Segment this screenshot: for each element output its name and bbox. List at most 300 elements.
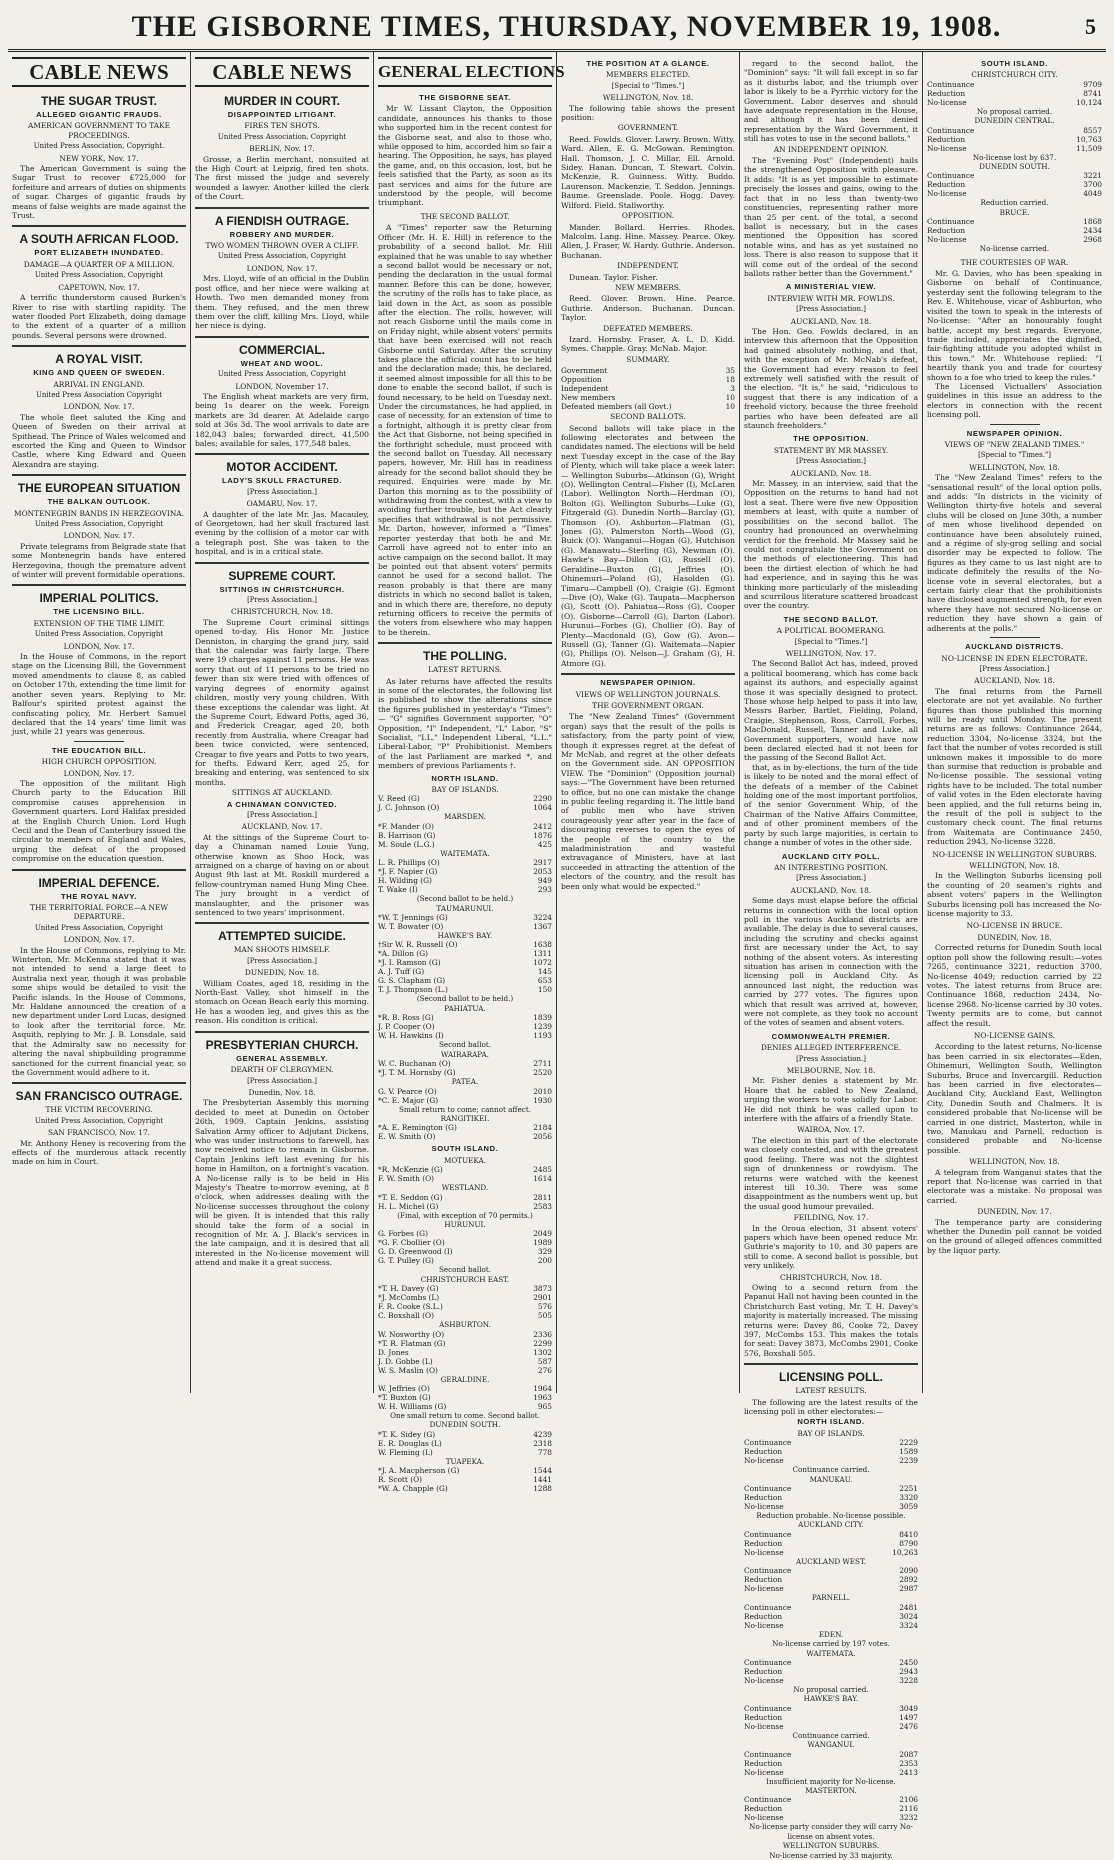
table-row xyxy=(378,1293,552,1302)
dateline: MELBOURNE, Nov. 18. xyxy=(786,1066,876,1076)
row-value: 2053 xyxy=(533,867,552,877)
table-subheading: TAUMARUNUI. xyxy=(436,903,494,913)
subheadline: THE BALKAN OUTLOOK. xyxy=(47,497,151,507)
table-subheading: GERALDINE. xyxy=(440,1374,490,1384)
table-subheading: (Final, with exception of 70 permits.) xyxy=(397,1210,533,1220)
headline: IMPERIAL POLITICS. xyxy=(39,591,159,606)
row-value: 9709 xyxy=(1083,79,1102,89)
wire-credit: [Press Association.] xyxy=(796,874,866,883)
row-label: W. S. Maslin (O) xyxy=(378,1365,438,1375)
divider xyxy=(195,1031,369,1033)
row-value: 11,509 xyxy=(1076,143,1102,153)
row-label: No-license xyxy=(744,1547,784,1557)
wire-credit: United Press Association, Copyright. xyxy=(33,142,165,151)
table-subheading: ASHBURTON. xyxy=(439,1320,491,1330)
row-value: 8741 xyxy=(1083,88,1102,98)
article-body: A telegram from Wanganui states that the report that No-license was carried in that electorate was a mistake. No proposal was carried. xyxy=(927,1167,1102,1205)
article-body: A terrific thunderstorm caused Burken's River to rise with startling rapidity. The water flooded Port Elizabeth, doing damage to the extent of a quarter of a million pounds. Several persons were drowned. xyxy=(12,293,186,340)
article-body: The opposition of the militant High Church party to the Education Bill compromise causes apprehension in Government quarters. Lord Halifax presided at the English Church Union. Lord Hugh Cecil and the Dean of Canterbury issued the circular to members of England and Wales, urging the defeat of the proposed compromise on the education question. xyxy=(12,778,186,864)
table-row xyxy=(378,1466,552,1475)
headline: MURDER IN COURT. xyxy=(224,94,340,108)
row-value: 2811 xyxy=(533,1192,552,1202)
list-heading: GOVERNMENT. xyxy=(617,123,679,133)
table-row xyxy=(378,1202,552,1211)
table-subheading: WESTLAND. xyxy=(441,1183,489,1193)
row-value: 2056 xyxy=(533,1132,552,1142)
table-row xyxy=(378,1096,552,1105)
row-label: Continuance xyxy=(927,125,975,135)
article-body: The "New Zealand Times" (Government organ) says that the result of the polls is satisfactory, from the party point of view, though it expresses regret at the defeat of Mr McNab, and regret at the other defeats on the Government side. AN OPPOSITION VIEW. The "Dominion" (Opposition journal) says:—"The Government have been returned to office, but no one can mistake the change in public feeling regarding it. The little band of public men who have striven courageously year after year in the face of discouraging reverses to open the eyes of the people of the country to the maladministration and wasteful extravagance of Ministers, have at last succeeded in attracting the attention of the electors of the country, and the result has been only what would be expected." xyxy=(561,712,735,891)
article-body: regard to the second ballot, the "Dominion" says: "It will fall except in so far as it disturbs labor, and the triumph over labor is likely to be a Pyrrhic victory for the Government. Labor deserves and should have adequate representation in the House, and although it has been denied representation by the Ward Government, it still has votes to use in the second ballots." xyxy=(744,59,918,144)
table-subheading: No proposal carried. xyxy=(793,1684,869,1694)
row-value: 276 xyxy=(537,1365,552,1375)
row-label: *R. McKenzie (G) xyxy=(378,1165,443,1175)
table-subheading: No-license carried by 33 majority. xyxy=(769,1850,893,1860)
dateline: AUCKLAND, Nov. 18. xyxy=(974,676,1055,686)
row-label: H. L. Michel (G) xyxy=(378,1201,439,1211)
table-subheading: WAIRARAPA. xyxy=(441,1049,489,1059)
article-body: In the Wellington Suburbs licensing poll the counting of 20 seamen's rights and absent voters' papers in the Wellington Suburbs licensing poll has increased the No-license majority to 33. xyxy=(927,871,1102,919)
article-body: Mr. G. Davies, who has been speaking in Gisborne on behalf of Continuance, yesterday sent the following telegram to the Rev. E. Whitehouse, vicar of Ashburton, who visited the town to speak in the interests of No-license: "After an honourably fought battle, accept my best regards. Everyone, trade included, appreciates the dignified, fair-fighting attitude you adopted whilst in this town." Mr. Whitehouse replied: "I heartily thank you and trade for courtesy shown to a foe who tried to keep the rules." xyxy=(927,269,1102,382)
row-value: 1193 xyxy=(533,1031,552,1041)
row-value: 3224 xyxy=(533,913,552,923)
table-subheading: No-license carried by 197 votes. xyxy=(772,1639,890,1649)
row-value: 1876 xyxy=(533,830,552,840)
article-body: The Presbyterian Assembly this morning decided to meet at Dunedin on October 26th, 1909. Captain Jenkins, assisting Salvation Army officer to Adjutant Dickens, who was under instructions to farewell, has now received notice to remain in Gisborne. Captain Jenkins left last evening for his home in Hamilton, on a fortnight's vacation. A No-license rally is to be held in His Majesty's Theatre to-morrow evening, at 8 o'clock, when addresses dealing with the No-license successes throughout the colony will be given. It is intended that this rally should take the form of a social in recognition of Mr. A. J. Black's services in the late campaign, and it is desired that all interested in the No-license movement will attend and make it a great success. xyxy=(195,1098,369,1268)
table-row xyxy=(744,1566,918,1575)
row-value: 150 xyxy=(537,985,552,995)
dateline: SAN FRANCISCO, Nov. 17. xyxy=(48,1128,150,1138)
dateline: CHRISTCHURCH, Nov. 18. xyxy=(231,607,333,617)
row-value: 1302 xyxy=(533,1347,552,1357)
row-value: 2229 xyxy=(899,1438,918,1448)
row-label: Reduction xyxy=(744,1493,783,1503)
table-row xyxy=(927,98,1102,107)
column-6 xyxy=(923,52,1106,1393)
dateline: CHRISTCHURCH, Nov. 18. xyxy=(780,1272,882,1282)
row-value: 8410 xyxy=(899,1529,918,1539)
row-label: No-license xyxy=(927,235,967,245)
table-row xyxy=(744,1804,918,1813)
table-row xyxy=(744,1768,918,1777)
deck: A POLITICAL BOOMERANG. xyxy=(776,626,886,636)
row-value: 293 xyxy=(537,885,552,895)
row-label: G. D. Greenwood (I) xyxy=(378,1247,453,1257)
row-value: 2087 xyxy=(899,1749,918,1759)
dateline: AUCKLAND, Nov. 17. xyxy=(241,822,323,832)
table-row xyxy=(744,1493,918,1502)
table-subheading: MOTUEKA. xyxy=(444,1155,486,1165)
dateline: LONDON, Nov. 17. xyxy=(63,641,135,651)
row-value: 1989 xyxy=(533,1238,552,1248)
wire-credit: [Press Association.] xyxy=(247,1076,317,1085)
dateline: BERLIN, Nov. 17. xyxy=(249,144,315,154)
row-value: 2434 xyxy=(1083,226,1102,236)
row-label: Defeated members (all Govt.) xyxy=(561,402,672,412)
wire-credit: United Press Association, Copyright xyxy=(34,630,164,639)
table-row xyxy=(378,1348,552,1357)
table-row xyxy=(378,1384,552,1393)
row-label: *J. McCombs (L) xyxy=(378,1293,440,1303)
results-table-south xyxy=(378,1156,552,1493)
divider xyxy=(195,207,369,209)
dateline: WAIROA, Nov. 17. xyxy=(797,1125,865,1135)
wire-credit: United Press Association, Copyright xyxy=(217,370,347,379)
table-subheading: RANGITIKEI. xyxy=(440,1113,490,1123)
table-row xyxy=(378,940,552,949)
article-body: The Licensed Victuallers' Association guidelines in this issue an address to the electors in connection with the recent licensing poll. xyxy=(927,381,1102,420)
row-value: 2485 xyxy=(533,1165,552,1175)
dateline: WELLINGTON, Nov. 17. xyxy=(785,648,877,658)
headline: THE SUGAR TRUST. xyxy=(40,94,157,108)
table-row xyxy=(927,180,1102,189)
article-body: The Second Ballot Act has, indeed, proved a political boomerang, which has come back against its authors, and especially against those it was specially designed to protect. Those whose help helped to pass it into law, Messrs Barber, Bartlet, Fielding, Poland, Craigie, Stephenson, Ross, Carroll, Forbes, MacDonald, Russell, Tanner and Luke, all Government supporters, would have now been declared elected had it not been for the passing of the Second Ballot Act. xyxy=(744,659,918,763)
row-label: B. Harrison (G) xyxy=(378,830,436,840)
deck: INTERVIEW WITH MR. FOWLDS. xyxy=(767,293,895,303)
deck: THE SECOND BALLOT. xyxy=(420,211,510,221)
row-label: Government xyxy=(561,366,608,376)
row-value: 1868 xyxy=(1083,217,1102,227)
table-row xyxy=(378,1330,552,1339)
table-row xyxy=(378,1031,552,1040)
row-label: A. J. Tuff (G) xyxy=(378,967,425,977)
article-body: The following table shows the present position: xyxy=(561,103,735,123)
table-subheading: (Second ballot to be held.) xyxy=(416,894,514,904)
wire-credit: United Press Association, Copyright xyxy=(34,520,164,528)
subheadline: THE LICENSING BILL. xyxy=(53,607,145,617)
table-row xyxy=(744,1539,918,1548)
row-value: 1614 xyxy=(533,1174,552,1184)
subheadline: COMMONWEALTH PREMIER. xyxy=(771,1031,891,1041)
subheadline: GENERAL ASSEMBLY. xyxy=(236,1053,328,1063)
row-label: *T. R. Flatman (G) xyxy=(378,1338,446,1348)
row-label: No-license xyxy=(744,1502,784,1512)
headline: ATTEMPTED SUICIDE. xyxy=(218,929,346,944)
deck: TWO WOMEN THROWN OVER A CLIFF. xyxy=(205,241,359,251)
article-body: The "Evening Post" (Independent) hails the strengthened Opposition with pleasure. It adds: "It is as yet impossible to estimate precisely the losses and gains, owing to the fact that in no less than twenty-two constituencies, representing rather more than 25 per cent. of the total, a second ballot is necessary, but in the cases mentioned the Opposition has scored notable wins, and has as yet sustained no loss. There is also reason to suppose that it will come out of the ordeal of the second ballots rather better than the Government." xyxy=(744,156,918,278)
table-row xyxy=(378,840,552,849)
row-label: No-license xyxy=(744,1767,784,1777)
deck: VIEWS OF WELLINGTON JOURNALS. xyxy=(575,689,721,699)
deck: AMERICAN GOVERNMENT TO TAKE PROCEEDINGS. xyxy=(27,121,170,140)
subheadline: ALLEGED GIGANTIC FRAUDS. xyxy=(36,110,162,119)
deck: DENIES ALLEGED INTERFERENCE. xyxy=(760,1043,902,1053)
table-row xyxy=(561,366,735,375)
wire-credit: [Press Association.] xyxy=(247,956,317,965)
row-value: 18 xyxy=(725,375,735,385)
row-value: 3228 xyxy=(899,1675,918,1685)
article-body: Mrs. Lloyd, wife of an official in the Dublin post office, and her niece were walking at Howth. Two men demanded money from them. They refused, and the men threw them over the cliff, killing Mrs. Lloyd, while her niece is dying. xyxy=(195,274,369,331)
table-row xyxy=(744,1795,918,1804)
row-value: 3221 xyxy=(1083,171,1102,181)
divider xyxy=(12,225,186,227)
row-label: *J. I. Ramson (G) xyxy=(378,958,441,968)
row-value: 2116 xyxy=(899,1804,918,1814)
row-label: W. Nosworthy (O) xyxy=(378,1329,445,1339)
dateline: LONDON, Nov. 17. xyxy=(246,263,318,273)
row-value: 1288 xyxy=(533,1484,552,1494)
newspaper-page xyxy=(8,8,1106,1860)
row-value: 2968 xyxy=(1083,235,1102,245)
row-value: 4239 xyxy=(533,1429,552,1439)
article-body: The "New Zealand Times" refers to the "sensational result" of the local option polls, and adds: "In districts in the vicinity of Wellington thirty-five hotels and several clubs will be closed on June 30th, a number of men whose livelihood depended on continuance have been absolutely ruined, and a régime of sly-grog selling and social disorder may be expected to follow. The figures as they came to us last night are to indicate definitely the results of the No-license vote in several electorates, but a certain fairly clear that the prohibitionists have disclosed augmented strength, for even where they have not secured No-license or reduction they have shown a gain of adherents at the polls." xyxy=(927,473,1102,633)
row-value: 8790 xyxy=(899,1538,918,1548)
table-subheading: No-license party consider they will carry No-license on absent votes. xyxy=(749,1822,913,1841)
headline: COMMERCIAL. xyxy=(239,342,325,357)
wire-credit: [Special to "Times."] xyxy=(611,81,685,90)
article-body: The election in this part of the electorate was closely contested, and with the greatest good feeling. There was not the slightest sign of drunkenness or rowdyism. The returns were watched with the keenest interest till 10.30. There was some disappointment as the numbers went up, but the usual good humour prevailed. xyxy=(744,1135,918,1211)
article-body: At the sittings of the Supreme Court to-day a Chinaman named Louie Yung, otherwise known as Shoo Hock, was arraigned on a charge of having on or about August 9th last at Mt. Roskill murdered a fellow-countryman named Hung Ming Chee. The jury brought in a verdict of manslaughter, and the prisoner was sentenced to two years' imprisonment. xyxy=(195,832,369,918)
subheadline: WHEAT AND WOOL. xyxy=(240,358,324,368)
row-label: J. C. Johnson (O) xyxy=(378,803,440,813)
table-row xyxy=(378,985,552,994)
row-value: 3049 xyxy=(899,1703,918,1713)
row-value: 1930 xyxy=(533,1095,552,1105)
dateline: AUCKLAND, Nov. 18. xyxy=(790,885,872,895)
row-value: 35 xyxy=(725,366,735,376)
row-label: M. Soule (L.G.) xyxy=(378,839,435,849)
headline: THE POLLING. xyxy=(423,649,507,664)
list-heading: SUMMARY. xyxy=(626,354,670,364)
table-row xyxy=(378,1174,552,1183)
dateline: WELLINGTON, Nov. 18. xyxy=(969,462,1060,472)
row-label: *C. E. Major (G) xyxy=(378,1095,439,1105)
table-subheading: WANGANUI. xyxy=(807,1740,855,1750)
table-subheading: PAHIATUA. xyxy=(444,1003,486,1013)
dateline: AUCKLAND, Nov. 18. xyxy=(790,468,872,478)
table-row xyxy=(744,1438,918,1447)
table-row xyxy=(378,922,552,931)
row-value: 1367 xyxy=(533,922,552,932)
row-label: Continuance xyxy=(744,1602,792,1612)
table-subheading: (Second ballot to be held.) xyxy=(416,994,514,1004)
deck: NO-LICENSE IN EDEN ELECTORATE. xyxy=(941,653,1088,663)
article-body: Corrected returns for Dunedin South local option poll show the following result:—votes 7265, continuance 3221, reduction 3700, No-license 4049; reduction carried by 22 votes. The latest returns from Bruce are: Continuance 1868, reduction 2434, No-license 2968. No-license carried by 30 votes. Twenty permits are to come, but cannot affect the result. xyxy=(927,943,1102,1028)
row-value: 1441 xyxy=(533,1475,552,1485)
row-label: No-license xyxy=(744,1813,784,1823)
row-value: 2290 xyxy=(533,794,552,804)
table-row xyxy=(744,1456,918,1465)
article-body: In the House of Commons, replying to Mr. Winterton, Mr. McKenna stated that it was not intended to send a large fleet to Australia next year, though it was probable some ships would be detailed to visit the Pacific islands. In the House of Commons, Mr. Haldane announced the creation of a new department under Lord Lucas, designed to look after the territorial force. Mr. Asquith, replying to Mr. J. B. Lonsdale, said that the Admiralty saw no necessity for altering the naval shipbuilding programme sanctioned for the current financial year, so the Government would adhere to it. xyxy=(12,945,186,1077)
divider xyxy=(74,741,124,742)
article-body: Second ballots will take place in the following electorates and between the candidates named. The elections will be held next Tuesday except in the case of the Bay of Plenty, which will take place a week later:— Wellington Suburbs—Atkinson (G), Wright (O). Wellington Central—Fisher (I), McLaren (Labor). Wellington North—Herdman (O), Bolton (G). Wellington Suburbs—Luke (G), Fitzgerald (G). Dunedin North—Barclay (G), Thomson (O). Ashburton—Flatman (G), Jones (G). Palmerston North—Wood (G), Buick (O). Wanganui—Hogan (G), Hutchison (G). Manawatu—Sterling (G), Newman (O). Hawke's Bay—Dillon (G), Russell (O). Geraldine—Buxton (G), Jeffries (O). Ohinemuri—Poland (G), Hasolden (G). Timaru—Campbell (O), Craigie (G). Egmont—Dive (O), Wake (G). Taupata—Macpherson (G), Scott (O). Pahiatua—Ross (G), Cooper (O). Gisborne—Carroll (G), Darton (Labor). Hurunui—Forbes (G), Chollier (O). Bay of Plenty—Macdonald (G), Gow (G). Avon—Russell (G), Tanner (G). Waitemata—Napier (G), Phillips (O). Nelson—J. Graham (G), H. Atmore (G). xyxy=(561,423,735,668)
table-subheading: PARNELL. xyxy=(811,1593,851,1603)
table-row xyxy=(744,1575,918,1584)
deck: ARRIVAL IN ENGLAND. xyxy=(53,379,145,389)
subheadline: THE OPPOSITION. xyxy=(793,434,869,444)
row-value: 1544 xyxy=(533,1466,552,1476)
table-row xyxy=(744,1658,918,1667)
list-heading: SECOND BALLOTS. xyxy=(610,412,686,422)
headline: LICENSING POLL. xyxy=(778,1370,883,1385)
article-body: The final returns from the Parnell electorate are not yet available. No further figures than those published this morning will be ready until Monday. The present returns are as follows: Continuance 2644, reduction 3304, No-license 3324, but the fact that the number of votes recorded is still unknown makes it impossible to do more than surmise that reduction is probable and No-license possible. The sessional voting rights have to be included. The total number of valid votes in the Eden electorate having been applied, and the full returns being in, the result of the poll is subject to the customary check count. The final returns from Waitemata are Continuance 2450, reduction 2943, No-license 3228. xyxy=(927,686,1102,847)
licensing-table xyxy=(744,1429,918,1860)
row-value: 1072 xyxy=(533,958,552,968)
table-row xyxy=(927,189,1102,198)
row-value: 1638 xyxy=(533,940,552,950)
dateline: AUCKLAND, Nov. 18. xyxy=(790,316,872,326)
row-label: Independent xyxy=(561,384,609,394)
article-body: William Coates, aged 18, residing in the North-East Valley, shot himself in the stomach on Ocean Beach early this morning. He has a wooden leg, and gives this as the reason. His condition is critical. xyxy=(195,978,369,1026)
dateline: DUNEDIN, Nov. 17. xyxy=(977,1207,1052,1217)
table-row xyxy=(378,967,552,976)
table-row xyxy=(378,1475,552,1484)
article-body: Some days must elapse before the official returns in connection with the local option poll in the various Auckland districts are available. The delay is due to several causes, including the scrutiny and checks against first are necessary under the Act, to say nothing of the absent voters. As interesting situation has arisen in connection with the licensing poll in Auckland City. As announced last night, the reduction was carried by 277 votes. The figures upon which that result was arrived at, however, were not complete, as they took no account of the votes of seamen and absent voters. xyxy=(744,896,918,1028)
table-subheading: Continuance carried. xyxy=(792,1730,870,1740)
table-row xyxy=(744,1603,918,1612)
deck: AN INDEPENDENT OPINION. xyxy=(773,144,889,154)
row-value: 576 xyxy=(537,1302,552,1312)
subheadline: NEWSPAPER OPINION. xyxy=(966,428,1063,438)
article-body: that, as in by-elections, the turn of the tide is likely to be noted and the moral effect of the defeats of a member of the Cabinet holding one of the most important portfolios, of the senior Government Whip, of the Chairman of the Native Affairs Committee, and of other prominent members of the party by such large majorities, is certain to change a number of votes in the other side. xyxy=(744,762,918,848)
row-label: E. R. Douglas (L) xyxy=(378,1438,442,1448)
row-label: *A. E. Remington (G) xyxy=(378,1123,457,1133)
masthead-title: THE GISBORNE TIMES, THURSDAY, NOVEMBER 19, 1908. xyxy=(131,10,1002,43)
row-label: *T. H. Davey (G) xyxy=(378,1284,439,1294)
row-label: Reduction xyxy=(927,180,966,190)
table-row xyxy=(561,375,735,384)
row-value: 8557 xyxy=(1083,125,1102,135)
row-value: 2987 xyxy=(899,1584,918,1594)
table-row xyxy=(561,384,735,393)
row-label: T. J. Thompson (L.) xyxy=(378,985,448,995)
page-number: 5 xyxy=(1085,14,1096,39)
island-heading: NORTH ISLAND. xyxy=(797,1417,865,1427)
row-value: 1239 xyxy=(533,1022,552,1032)
headline: A ROYAL VISIT. xyxy=(55,352,143,367)
table-row xyxy=(927,144,1102,153)
deck: NO-LICENSE IN WELLINGTON SUBURBS. xyxy=(932,849,1097,859)
dateline: LONDON, Nov. 17. xyxy=(63,531,135,541)
article-body: According to the latest returns, No-license has been carried in six electorates—Eden, Ohinemuri, Wellington South, Wellington Suburbs, Bruce and Invercargill. Reduction has been carried in five electorates—Auckland City, Auckland East, Wellington City, Dunedin South and Chalmers. It is considered probable that No-license will be carried in one district, Masterton, while in two, Manukau and Parnell, reduction is considered probable and No-license possible. xyxy=(927,1042,1102,1155)
subheadline: ROBBERY AND MURDER. xyxy=(229,229,335,239)
list-heading: OPPOSITION. xyxy=(621,211,675,221)
divider xyxy=(378,642,552,644)
dateline: LONDON, November 17. xyxy=(235,381,329,391)
row-value: 3024 xyxy=(899,1611,918,1621)
row-label: No-license xyxy=(744,1721,784,1731)
row-label: W. H. Hawkins (I) xyxy=(378,1031,444,1041)
row-label: No-license xyxy=(744,1620,784,1630)
article-body: Owing to a second return from the Papanui Hall not having been counted in the Christchurch East voting, Mr. T. H. Davey's majority is materially increased. The missing returns were: Davey 86, Cooke 72, Davey 397, McCombs 153. This makes the totals for seat: Davey 3873, McCombs 2901, Cooke 576, Boxshall 505. xyxy=(744,1282,918,1358)
table-subheading: Reduction carried. xyxy=(980,198,1049,208)
section-banner: CABLE NEWS xyxy=(12,57,186,87)
row-label: Continuance xyxy=(744,1566,792,1576)
row-label: Reduction xyxy=(744,1575,783,1585)
row-label: Continuance xyxy=(927,171,975,181)
row-label: Reduction xyxy=(927,88,966,98)
divider xyxy=(195,453,369,455)
row-label: G. V. Pearce (O) xyxy=(378,1086,437,1096)
column-3 xyxy=(374,52,565,1494)
masthead xyxy=(8,8,1106,52)
row-value: 2318 xyxy=(533,1438,552,1448)
wire-credit: [Press Association.] xyxy=(796,457,866,466)
member-list: Mander. Bollard. Herries. Rhodes. Malcolm. Lang. Hine. Massey. Pearce. Okey. Allen, J. Fraser, W. Hardy. Guthrie. Anderson. Buchanan. xyxy=(561,222,735,260)
article-body: As later returns have affected the results in some of the electorates, the following list is published to show the alterations since the figures published in yesterday's "Times":— "G" signifies Government supporter, "O" Opposition, "I" Independent, "L" Labor, "S" Socialist, "I.L." Independent Liberal, "L.L." Liberal-Labor, "P" Prohibitionist. Members of the last Parliament are marked *, and members of previous Parliaments †. xyxy=(378,676,552,771)
table-row xyxy=(927,135,1102,144)
table-row xyxy=(744,1584,918,1593)
table-row xyxy=(378,1430,552,1439)
row-label: W. C. Buchanan (O) xyxy=(378,1059,451,1069)
table-row xyxy=(561,393,735,402)
row-value: 3 xyxy=(730,384,735,394)
table-subheading: HAWKE'S BAY. xyxy=(437,931,493,941)
table-row xyxy=(927,80,1102,89)
table-row xyxy=(744,1704,918,1713)
table-row xyxy=(378,949,552,958)
table-row xyxy=(927,235,1102,244)
subheadline: AUCKLAND CITY POLL. xyxy=(781,851,881,861)
table-row xyxy=(378,803,552,812)
row-label: *W. T. Jennings (G) xyxy=(378,913,448,923)
deck: LATEST RESULTS. xyxy=(795,1386,867,1396)
row-value: 1311 xyxy=(533,949,552,959)
results-table-north xyxy=(378,785,552,1141)
table-row xyxy=(378,958,552,967)
row-value: 4049 xyxy=(1083,189,1102,199)
deck: LATEST RETURNS. xyxy=(428,665,502,675)
table-subheading: Reduction probable. No-license possible. xyxy=(756,1511,906,1521)
table-subheading: AUCKLAND WEST. xyxy=(796,1556,866,1566)
deck: THE TERRITORIAL FORCE—A NEW DEPARTURE. xyxy=(30,903,168,922)
table-subheading: No-license lost by 637. xyxy=(972,152,1057,162)
row-label: G. T. Pulley (G) xyxy=(378,1256,434,1266)
table-subheading: HAWKE'S BAY. xyxy=(803,1694,859,1704)
subheadline: THE EDUCATION BILL. xyxy=(51,745,147,755)
row-value: 2090 xyxy=(899,1566,918,1576)
row-label: E. W. Smith (O) xyxy=(378,1132,436,1142)
wire-credit: United Press Association, Copyright xyxy=(34,923,164,932)
deck: SITTINGS AT AUCKLAND. xyxy=(231,788,333,798)
row-value: 3059 xyxy=(899,1502,918,1512)
row-value: 1497 xyxy=(899,1712,918,1722)
section-banner: CABLE NEWS xyxy=(195,57,369,87)
article-body: A daughter of the late Mr. Jas. Macauley, of Georgetown, had her skull fractured last evening by the collision of a motor car with a telegraph post. She was taken to the hospital, and is in a critical state. xyxy=(195,509,369,557)
row-label: W. Jeffries (O) xyxy=(378,1383,430,1393)
row-label: *G. F. Cbollier (O) xyxy=(378,1238,445,1248)
row-value: 1964 xyxy=(533,1383,552,1393)
row-value: 3324 xyxy=(899,1620,918,1630)
row-value: 2239 xyxy=(899,1456,918,1466)
table-row xyxy=(378,794,552,803)
deck: MONTENEGRIN BANDS IN HERZEGOVINA. xyxy=(14,508,184,518)
table-row xyxy=(378,1059,552,1068)
row-label: Reduction xyxy=(927,226,966,236)
dateline: WELLINGTON, Nov. 18. xyxy=(969,861,1060,871)
table-row xyxy=(378,1366,552,1375)
row-label: F. R. Cooke (S.L.) xyxy=(378,1302,443,1312)
row-label: W. T. Bowater (O) xyxy=(378,922,444,932)
row-value: 2049 xyxy=(533,1229,552,1239)
row-label: New members xyxy=(561,393,616,403)
table-row xyxy=(744,1750,918,1759)
row-label: Continuance xyxy=(927,217,975,227)
subheadline: KING AND QUEEN OF SWEDEN. xyxy=(33,368,165,378)
headline: A SOUTH AFRICAN FLOOD. xyxy=(19,232,179,247)
row-label: L. R. Phillips (O) xyxy=(378,858,440,868)
table-row xyxy=(744,1548,918,1557)
row-label: Continuance xyxy=(744,1484,792,1494)
row-label: Continuance xyxy=(744,1438,792,1448)
row-value: 3700 xyxy=(1083,180,1102,190)
row-label: W. H. Williams (G) xyxy=(378,1401,447,1411)
dateline: LONDON, Nov. 17. xyxy=(63,768,135,778)
article-body: Mr W. Lissant Clayton, the Opposition candidate, announces his thanks to those who supported him in the recent contest for the Gisborne seat, and also to those who, while opposed to him, accorded him so fair a hearing. The Opposition, he says, has played the game, and, on this occasion, lost, but he feels satisfied that the Party, as soon as its past services and aims for the future are understood by the people, will become triumphant. xyxy=(378,104,552,208)
table-subheading: HURUNUI. xyxy=(444,1219,486,1229)
divider xyxy=(12,345,186,347)
article-body: The following are the latest results of the licensing poll in other electorates:— xyxy=(744,1397,918,1417)
